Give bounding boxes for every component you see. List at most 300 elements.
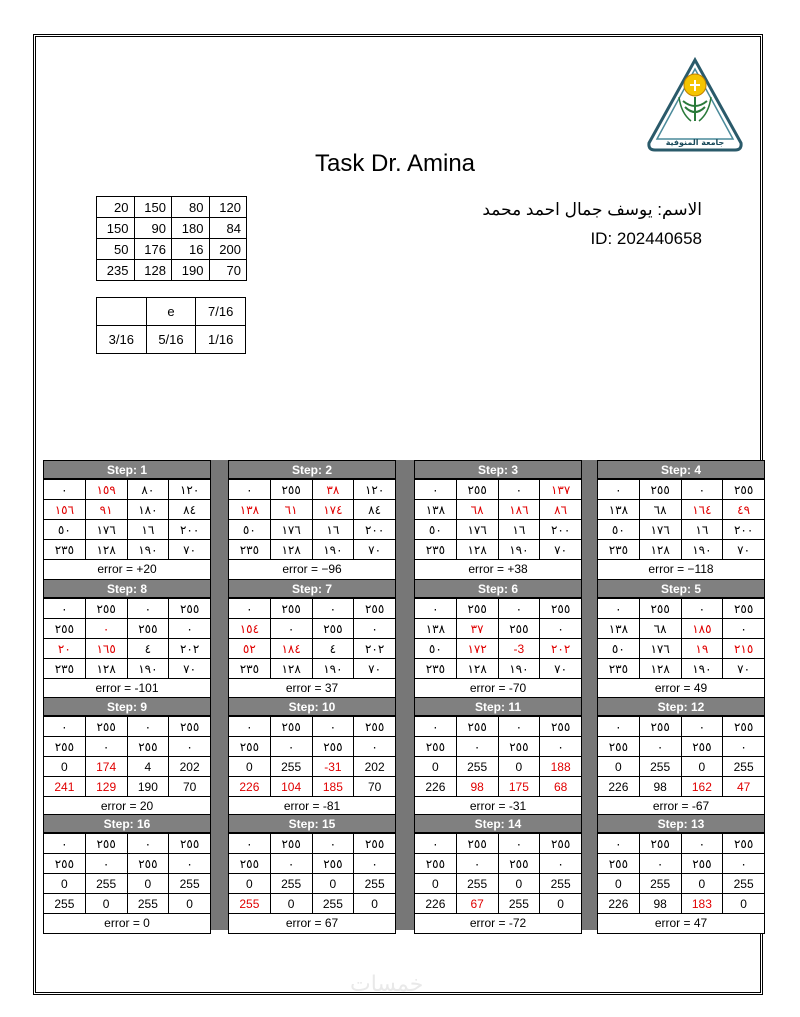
step-cell: ١٣٨ [415,619,457,639]
step-row [415,659,582,679]
step-panel [228,460,396,580]
step-matrix [597,833,765,914]
step-cell: ١٩٠ [498,659,540,679]
step-error: error = -81 [228,797,396,817]
step-cell: 0 [44,757,86,777]
step-cell: 0 [681,874,723,894]
step-cell: 255 [44,894,86,914]
step-cell: ٠ [456,854,498,874]
step-cell: 98 [639,894,681,914]
kernel-cell: e [146,298,196,326]
step-cell: ٠ [540,619,582,639]
step-row [229,520,396,540]
step-cell: ٠ [169,619,211,639]
step-cell: ٠ [229,480,271,500]
step-row [229,777,396,797]
step-cell: ٢٣٥ [415,540,457,560]
step-cell: ٠ [723,619,765,639]
step-row [229,619,396,639]
step-row [44,659,211,679]
step-panel [597,460,765,580]
step-cell: ١٢٠ [354,480,396,500]
step-matrix [43,598,211,679]
step-row [44,540,211,560]
student-name: الاسم: يوسف جمال احمد محمد [482,200,702,219]
step-cell: 70 [354,777,396,797]
step-cell: ١٦ [498,520,540,540]
step-cell: ٠ [681,480,723,500]
step-cell: ٥٠ [415,639,457,659]
step-cell: 185 [312,777,354,797]
step-cell: ٥٠ [415,520,457,540]
step-label: Step: 13 [597,814,765,833]
step-row [229,894,396,914]
step-cell: ٢٥٥ [456,717,498,737]
step-matrix [597,479,765,560]
step-row [415,834,582,854]
step-cell: ٢٥٥ [415,854,457,874]
step-label: Step: 16 [43,814,211,833]
step-cell: ١٨٥ [681,619,723,639]
step-cell: ٠ [598,834,640,854]
step-row [44,520,211,540]
step-cell: ٠ [354,619,396,639]
step-cell: 104 [270,777,312,797]
step-cell: ٢٣٥ [598,659,640,679]
step-cell: ٠ [169,854,211,874]
step-cell: ٢٥٥ [169,599,211,619]
step-cell: ٠ [498,480,540,500]
step-cell: ٠ [229,599,271,619]
student-id: ID: 202440658 [590,229,702,248]
step-cell: ٠ [639,737,681,757]
step-row [229,854,396,874]
step-matrix [414,833,582,914]
step-cell: 255 [723,874,765,894]
step-cell: ١٢٨ [456,540,498,560]
step-cell: ١٢٨ [85,540,127,560]
step-cell: ٠ [85,737,127,757]
step-panel [597,579,765,699]
step-row [44,777,211,797]
step-row [415,500,582,520]
step-cell: ١٧٦ [639,639,681,659]
step-cell: 162 [681,777,723,797]
step-row [44,717,211,737]
step-cell: ٠ [498,834,540,854]
step-matrix [228,479,396,560]
step-cell: ٢٥٥ [85,717,127,737]
step-label: Step: 8 [43,579,211,598]
step-row [415,737,582,757]
step-cell: 202 [354,757,396,777]
step-cell: 0 [270,894,312,914]
matrix-cell: 120 [209,197,247,218]
step-cell: ٢٥٥ [312,737,354,757]
step-cell: ١٧٦ [639,520,681,540]
step-cell: 255 [312,894,354,914]
step-cell: ٠ [498,717,540,737]
step-cell: ١٣٨ [229,500,271,520]
step-cell: ٥٢ [229,639,271,659]
step-cell: ٢٥٥ [270,834,312,854]
matrix-cell: 150 [134,197,172,218]
step-cell: ٣٧ [456,619,498,639]
step-row [229,874,396,894]
step-cell: ٠ [598,599,640,619]
step-row [44,854,211,874]
step-error: error = -72 [414,914,582,934]
step-cell: ٦٨ [639,500,681,520]
kernel-row [97,298,246,326]
step-cell: ١٩٠ [127,540,169,560]
step-cell: ٢٥٥ [270,480,312,500]
step-cell: ١٢٠ [169,480,211,500]
step-cell: ٢٥٥ [229,737,271,757]
step-cell: 0 [415,874,457,894]
step-panel [414,814,582,934]
kernel-cell: 3/16 [97,326,147,354]
matrix-cell: 50 [97,239,135,260]
kernel-cell: 1/16 [196,326,246,354]
kernel-row [97,326,246,354]
matrix-cell: 70 [209,260,247,281]
step-cell: ٠ [681,599,723,619]
step-cell: 226 [598,894,640,914]
step-cell: ٠ [639,854,681,874]
step-cell: ١٨٦ [498,500,540,520]
step-matrix [43,479,211,560]
step-cell: ٢٥٥ [456,480,498,500]
step-cell: ٠ [540,854,582,874]
step-row [229,659,396,679]
step-cell: ٥٠ [598,520,640,540]
step-cell: ١٨٤ [270,639,312,659]
step-error: error = -67 [597,797,765,817]
step-error: error = 20 [43,797,211,817]
step-cell: 255 [229,894,271,914]
step-cell: ٢٣٥ [229,659,271,679]
step-row [598,737,765,757]
step-cell: ٠ [44,599,86,619]
kernel-cell: 5/16 [146,326,196,354]
step-row [598,659,765,679]
step-row [415,894,582,914]
step-cell: ١٦ [681,520,723,540]
step-label: Step: 15 [228,814,396,833]
step-row [415,777,582,797]
step-cell: 183 [681,894,723,914]
step-cell: ١٧٦ [456,520,498,540]
step-cell: ٢٠٠ [723,520,765,540]
step-cell: ٦٨ [456,500,498,520]
step-row [598,480,765,500]
step-error: error = +20 [43,560,211,580]
step-cell: ٠ [598,480,640,500]
step-row [44,619,211,639]
step-row [415,520,582,540]
step-cell: ١٥٩ [85,480,127,500]
error-diffusion-kernel [96,297,246,354]
step-cell: 67 [456,894,498,914]
step-cell: ٢٠٠ [169,520,211,540]
step-cell: 255 [270,874,312,894]
step-cell: ٢٥٥ [456,599,498,619]
step-panel [228,814,396,934]
step-cell: 255 [127,894,169,914]
step-cell: 47 [723,777,765,797]
step-cell: ١٨٠ [127,500,169,520]
step-cell: ٠ [44,717,86,737]
step-cell: ٠ [127,834,169,854]
step-cell: ٠ [169,737,211,757]
logo-text: جامعة المنوفية [665,138,725,147]
step-cell: ٢١٥ [723,639,765,659]
step-cell: ١٢٨ [639,659,681,679]
step-cell: ٠ [127,599,169,619]
step-cell: 255 [270,757,312,777]
matrix-cell: 235 [97,260,135,281]
step-cell: ١٩٠ [681,659,723,679]
step-label: Step: 9 [43,697,211,716]
step-cell: ١٢٨ [270,659,312,679]
step-cell: 255 [639,757,681,777]
step-cell: ٢٥٥ [354,599,396,619]
step-cell: ٥٠ [598,639,640,659]
step-cell: 129 [85,777,127,797]
step-cell: ٠ [85,619,127,639]
step-row [44,757,211,777]
step-cell: ١٢٨ [270,540,312,560]
step-cell: 0 [127,874,169,894]
step-cell: ٠ [723,737,765,757]
step-row [229,834,396,854]
step-panel [597,697,765,817]
step-cell: 226 [229,777,271,797]
step-cell: 255 [85,874,127,894]
step-label: Step: 2 [228,460,396,479]
step-panel [414,460,582,580]
step-cell: ٠ [229,717,271,737]
step-error: error = 0 [43,914,211,934]
step-cell: ٣٨ [312,480,354,500]
step-row [415,874,582,894]
step-cell: ١٧٤ [312,500,354,520]
matrix-cell: 190 [172,260,210,281]
step-cell: ٢٥٥ [498,737,540,757]
kernel-cell [97,298,147,326]
step-cell: ٩١ [85,500,127,520]
step-cell: 0 [598,874,640,894]
step-row [229,639,396,659]
step-matrix [228,716,396,797]
step-cell: ٨٤ [354,500,396,520]
matrix-cell: 80 [172,197,210,218]
matrix-cell: 180 [172,218,210,239]
step-cell: ٢٥٥ [540,599,582,619]
step-cell: ١٧٦ [270,520,312,540]
step-row [415,717,582,737]
matrix-cell: 16 [172,239,210,260]
step-cell: 98 [456,777,498,797]
matrix-cell: 176 [134,239,172,260]
step-cell: 0 [415,757,457,777]
step-label: Step: 14 [414,814,582,833]
step-cell: ٢٥٥ [354,834,396,854]
step-row [598,894,765,914]
step-cell: 226 [598,777,640,797]
step-error: error = -101 [43,679,211,699]
step-cell: ٨٠ [127,480,169,500]
step-cell: -3 [498,639,540,659]
step-row [229,757,396,777]
step-cell: ٠ [127,717,169,737]
matrix-cell: 200 [209,239,247,260]
step-cell: 0 [498,874,540,894]
step-cell: ١٩٠ [312,659,354,679]
step-cell: ٢٥٥ [127,854,169,874]
step-cell: ٠ [498,599,540,619]
step-cell: ٢٥٥ [354,717,396,737]
step-cell: ٠ [312,599,354,619]
step-cell: ٢٥٥ [270,599,312,619]
step-cell: ٢٣٥ [598,540,640,560]
step-cell: ٢٥٥ [270,717,312,737]
step-matrix [414,598,582,679]
step-cell: ٦١ [270,500,312,520]
step-label: Step: 11 [414,697,582,716]
step-cell: ٢٥٥ [415,737,457,757]
step-error: error = 67 [228,914,396,934]
step-cell: ٧٠ [723,659,765,679]
step-cell: ٠ [354,854,396,874]
step-matrix [43,716,211,797]
step-cell: ٢٠٠ [540,520,582,540]
step-cell: ٠ [229,834,271,854]
watermark: خمسات [350,972,424,997]
step-cell: ٢٥٥ [498,854,540,874]
step-cell: 4 [127,757,169,777]
matrix-row [97,197,247,218]
step-row [229,737,396,757]
step-label: Step: 4 [597,460,765,479]
matrix-cell: 150 [97,218,135,239]
step-cell: ٧٠ [354,540,396,560]
step-cell: ٢٥٥ [598,854,640,874]
step-cell: 0 [681,757,723,777]
step-row [415,639,582,659]
step-cell: ٠ [681,717,723,737]
step-matrix [43,833,211,914]
step-cell: 255 [456,874,498,894]
step-row [415,619,582,639]
matrix-row [97,218,247,239]
step-cell: ٢٥٥ [598,737,640,757]
step-cell: 241 [44,777,86,797]
step-cell: ٢٥٥ [169,717,211,737]
step-cell: 255 [169,874,211,894]
step-cell: 0 [44,874,86,894]
step-cell: ٧٠ [169,540,211,560]
step-cell: 175 [498,777,540,797]
step-row [229,540,396,560]
step-row [415,540,582,560]
step-cell: ١٢٨ [639,540,681,560]
step-cell: 0 [312,874,354,894]
step-error: error = -70 [414,679,582,699]
step-label: Step: 5 [597,579,765,598]
step-cell: ٠ [354,737,396,757]
matrix-cell: 20 [97,197,135,218]
step-cell: ١٥٤ [229,619,271,639]
kernel-cell: 7/16 [196,298,246,326]
steps-grid [43,460,757,930]
step-panel [43,814,211,934]
step-cell: ٢٥٥ [681,737,723,757]
step-cell: 0 [354,894,396,914]
step-row [598,777,765,797]
step-panel [43,697,211,817]
step-cell: ٢٠٢ [354,639,396,659]
step-cell: ٢٠٠ [354,520,396,540]
matrix-row [97,239,247,260]
step-cell: ٢٥٥ [681,854,723,874]
step-cell: ٤٩ [723,500,765,520]
step-panel [414,579,582,699]
step-cell: ٢٥٥ [639,834,681,854]
step-cell: ٠ [540,737,582,757]
step-cell: ١٢٨ [456,659,498,679]
step-cell: ٢٥٥ [85,599,127,619]
step-cell: ٥٠ [44,520,86,540]
step-cell: ١٩٠ [498,540,540,560]
step-matrix [597,716,765,797]
step-panel [43,460,211,580]
step-cell: 0 [540,894,582,914]
step-cell: ٧٠ [540,659,582,679]
step-row [598,717,765,737]
step-cell: ١٩ [681,639,723,659]
step-error: error = −118 [597,560,765,580]
step-cell: ٢٥٥ [723,599,765,619]
step-cell: ٨٤ [169,500,211,520]
step-cell: 255 [540,874,582,894]
step-cell: ١٦٥ [85,639,127,659]
step-cell: ٠ [312,717,354,737]
step-cell: ١٣٨ [598,619,640,639]
step-cell: ٠ [85,854,127,874]
step-row [598,599,765,619]
step-row [598,639,765,659]
input-matrix [96,196,247,281]
step-cell: 0 [85,894,127,914]
step-cell: 98 [639,777,681,797]
step-row [229,480,396,500]
step-cell: ٢٥٥ [85,834,127,854]
step-row [415,480,582,500]
step-row [598,834,765,854]
page-title: Task Dr. Amina [314,150,476,177]
step-cell: ٢٥٥ [127,737,169,757]
step-cell: ٢٥٥ [723,717,765,737]
step-cell: ٠ [270,737,312,757]
step-panel [228,697,396,817]
step-cell: ٠ [415,480,457,500]
step-label: Step: 3 [414,460,582,479]
step-cell: 188 [540,757,582,777]
step-label: Step: 10 [228,697,396,716]
step-cell: ٢٥٥ [498,619,540,639]
